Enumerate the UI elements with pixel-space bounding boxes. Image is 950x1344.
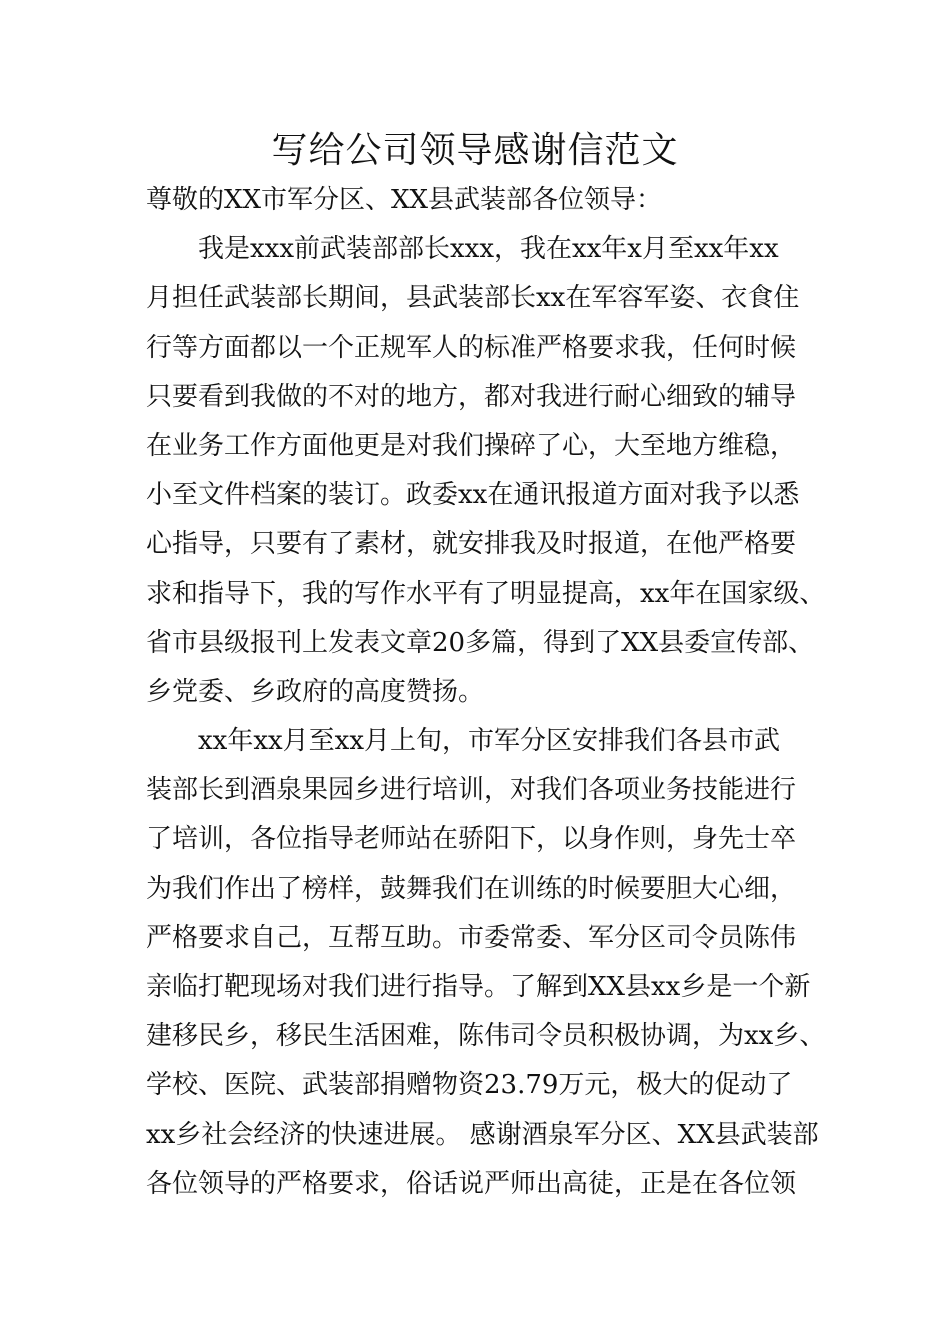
- text-line: 求和指导下，我的写作水平有了明显提高，xx年在国家级、: [146, 578, 826, 609]
- text-line: 装部长到酒泉果园乡进行培训，对我们各项业务技能进行: [146, 775, 797, 806]
- salutation-line: 尊敬的XX市军分区、XX县武装部各位领导：: [146, 185, 663, 215]
- text-line: 学校、医院、武装部捐赠物资23.79万元，极大的促动了: [146, 1070, 793, 1101]
- text-line: 建移民乡，移民生活困难，陈伟司令员积极协调，为xx乡、: [146, 1021, 826, 1052]
- document-title: 写给公司领导感谢信范文: [271, 130, 679, 171]
- text-line: 省市县级报刊上发表文章20多篇，得到了XX县委宣传部、: [146, 627, 815, 658]
- text-line: xx乡社会经济的快速进展。 感谢酒泉军分区、XX县武装部: [146, 1119, 819, 1150]
- text-line: 行等方面都以一个正规军人的标准严格要求我，任何时候: [146, 332, 797, 363]
- letter-body: [146, 176, 836, 1209]
- text-line: 为我们作出了榜样，鼓舞我们在训练的时候要胆大心细，: [146, 873, 797, 904]
- text-line: 乡党委、乡政府的高度赞扬。: [146, 676, 485, 707]
- text-line: 严格要求自己，互帮互助。市委常委、军分区司令员陈伟: [146, 922, 797, 953]
- text-line: 只要看到我做的不对的地方，都对我进行耐心细致的辅导: [146, 381, 797, 412]
- text-line: 月担任武装部长期间，县武装部长xx在军容军姿、衣食住: [146, 283, 800, 314]
- text-line: 我是xxx前武装部部长xxx，我在xx年x月至xx年xx: [198, 234, 779, 265]
- text-line: 在业务工作方面他更是对我们操碎了心，大至地方维稳，: [146, 430, 797, 461]
- text-line: 心指导，只要有了素材，就安排我及时报道，在他严格要: [146, 529, 797, 560]
- text-line: 小至文件档案的装订。政委xx在通讯报道方面对我予以悉: [146, 480, 800, 511]
- text-line: 各位领导的严格要求，俗话说严师出高徒，正是在各位领: [146, 1168, 797, 1199]
- text-line: xx年xx月至xx月上旬，市军分区安排我们各县市武: [198, 726, 780, 757]
- text-line: 亲临打靶现场对我们进行指导。了解到XX县xx乡是一个新: [146, 972, 811, 1002]
- text-line: 了培训，各位指导老师站在骄阳下，以身作则，身先士卒: [146, 824, 797, 855]
